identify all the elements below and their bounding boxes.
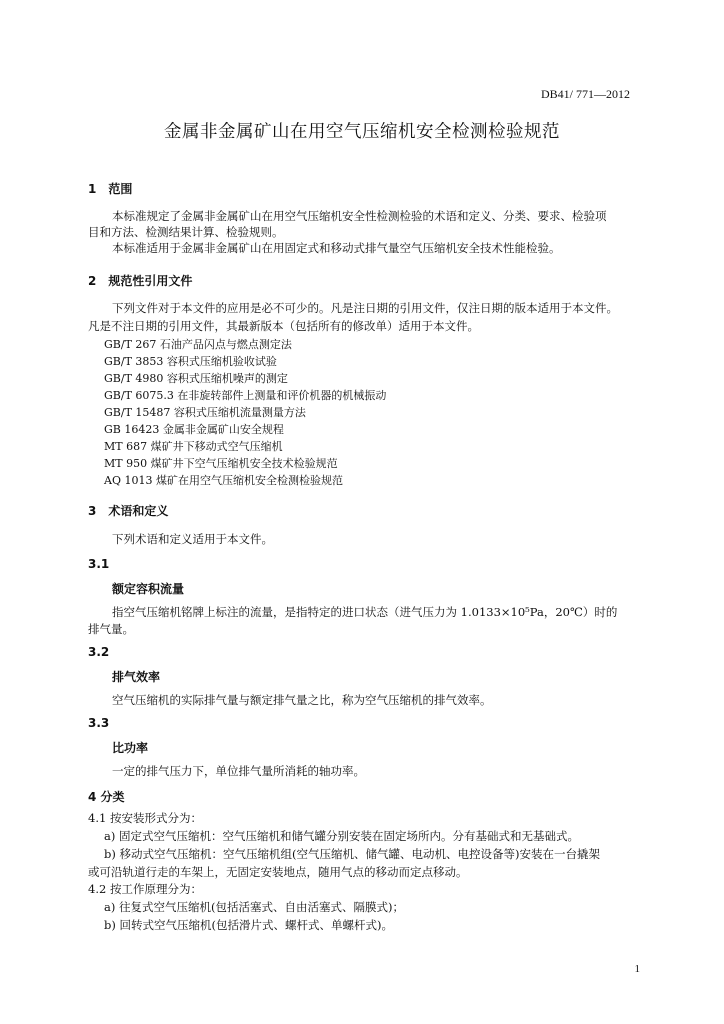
section-4-line: b) 移动式空气压缩机：空气压缩机组(空气压缩机、储气罐、电动机、电控设备等)安装在一台撬架	[104, 847, 600, 861]
section-4-line: 4.2 按工作原理分为：	[88, 882, 202, 896]
reference-item: GB/T 3853 容积式压缩机验收试验	[104, 355, 277, 368]
term-name: 排气效率	[112, 670, 161, 684]
reference-item: GB/T 4980 容积式压缩机噪声的测定	[104, 372, 288, 385]
term-name: 比功率	[112, 741, 149, 755]
reference-item: AQ 1013 煤矿在用空气压缩机安全检测检验规范	[104, 474, 343, 487]
section-4-line: b) 回转式空气压缩机(包括滑片式、螺杆式、单螺杆式)。	[104, 918, 393, 932]
section-3-intro: 下列术语和定义适用于本文件。	[112, 532, 273, 546]
page-number: 1	[634, 963, 640, 975]
term-number: 3.2	[88, 645, 110, 659]
standard-number: DB41/ 771—2012	[540, 87, 630, 101]
reference-item: MT 950 煤矿井下空气压缩机安全技术检验规范	[104, 457, 338, 470]
section-4-line: a) 固定式空气压缩机：空气压缩机和储气罐分别安装在固定场所内。分有基础式和无基础式。	[104, 829, 579, 843]
section-4-heading: 4 分类	[88, 790, 125, 804]
reference-item: GB 16423 金属非金属矿山安全规程	[104, 423, 284, 436]
term-number: 3.3	[88, 716, 110, 730]
section-1-line: 目和方法、检测结果计算、检验规则。	[88, 225, 284, 239]
term-definition-line: 排气量。	[88, 622, 134, 636]
section-2-line: 凡是不注日期的引用文件，其最新版本（包括所有的修改单）适用于本文件。	[88, 319, 479, 333]
term-definition-line: 指空气压缩机铭牌上标注的流量，是指特定的进口状态（进气压力为 1.0133×10⁵Pa，20℃）时的	[112, 605, 618, 619]
term-number: 3.1	[88, 557, 110, 571]
reference-item: MT 687 煤矿井下移动式空气压缩机	[104, 440, 283, 453]
reference-item: GB/T 15487 容积式压缩机流量测量方法	[104, 406, 306, 419]
section-3-heading: 3 术语和定义	[88, 504, 169, 518]
section-2-line: 下列文件对于本文件的应用是必不可少的。凡是注日期的引用文件，仅注日期的版本适用于本文件。	[112, 301, 618, 315]
term-name: 额定容积流量	[112, 582, 185, 596]
section-4-line: a) 往复式空气压缩机(包括活塞式、自由活塞式、隔膜式)；	[104, 900, 404, 914]
document-title: 金属非金属矿山在用空气压缩机安全检测检验规范	[164, 122, 560, 142]
reference-item: GB/T 267 石油产品闪点与燃点测定法	[104, 338, 292, 351]
section-1-line: 本标准规定了金属非金属矿山在用空气压缩机安全性检测检验的术语和定义、分类、要求、检验项	[112, 209, 607, 223]
section-1-line: 本标准适用于金属非金属矿山在用固定式和移动式排气量空气压缩机安全技术性能检验。	[112, 241, 561, 255]
section-2-heading: 2 规范性引用文件	[88, 274, 193, 288]
section-4-line: 或可沿轨道行走的车架上，无固定安装地点，随用气点的移动而定点移动。	[88, 865, 468, 879]
section-1-heading: 1 范围	[88, 182, 133, 196]
term-definition-line: 一定的排气压力下，单位排气量所消耗的轴功率。	[112, 764, 365, 778]
section-4-line: 4.1 按安装形式分为：	[88, 811, 202, 825]
term-definition-line: 空气压缩机的实际排气量与额定排气量之比，称为空气压缩机的排气效率。	[112, 693, 492, 707]
reference-item: GB/T 6075.3 在非旋转部件上测量和评价机器的机械振动	[104, 389, 387, 402]
